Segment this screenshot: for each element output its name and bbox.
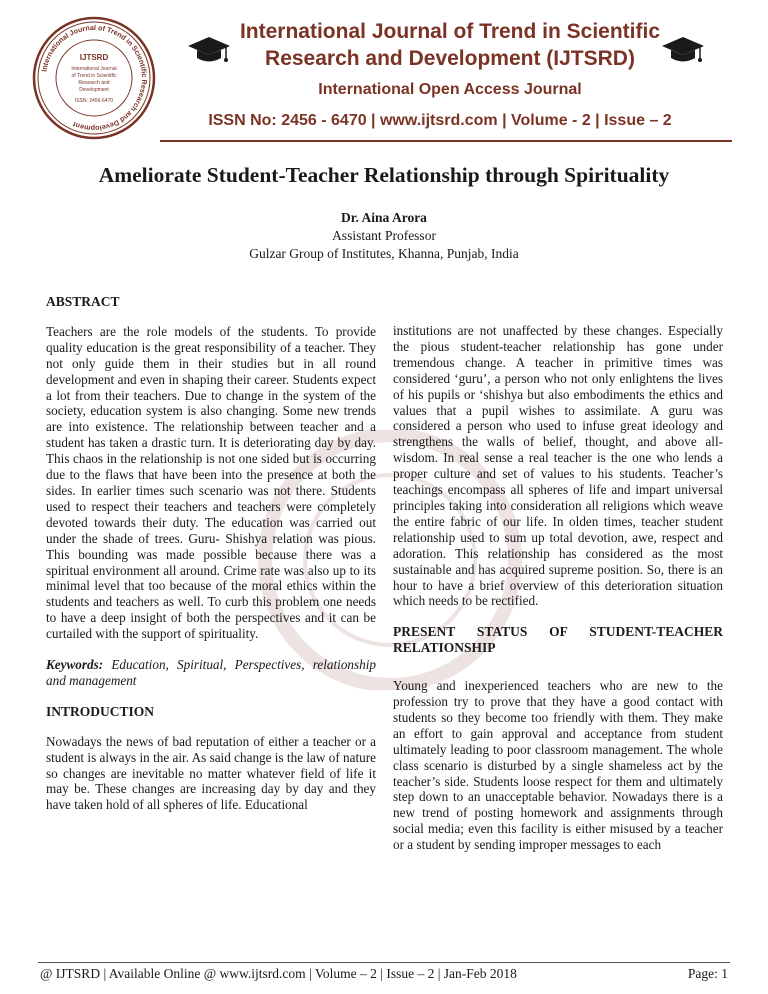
author-affiliation: Gulzar Group of Institutes, Khanna, Punjab, India [249,246,519,261]
issn-line: ISSN No: 2456 - 6470 | www.ijtsrd.com | Volume - 2 | Issue – 2 [208,112,672,129]
keywords-text: Education, Spiritual, Perspectives, relationship and management [46,657,376,688]
logo-issn: ISSN: 2456-6470 [74,98,114,104]
footer-rule [38,962,730,963]
journal-name-line-1: International Journal of Trend in Scientific [239,20,661,43]
abstract-text: Teachers are the role models of the students. To provide quality education is the great responsibility of a teacher. They not only guide them in their studies but in all round development and even in shaping their career. Students expect a lot from their teachers. Due to change in the system of the society, education system is also changing. Some new trends are into existence. The relationship between teacher and a student has taken a drastic turn. It is deteriorating day by day. This chaos in the relationship is not one sided but is occurring due to the flaws that have been into the presence at both the sides. In earlier times such scenario was not there. Students used to respect their teachers and teachers were completely devoted towards their duty. The education was carried out under the shade of trees. Guru- Shishya relation was pious. This bounding was made possible because there was a spiritual environment all around. Crime rate was also up to its minimal level that too because of the moral ethics within the students and teachers as well. To curb this problem one needs to have a deep insight of both the perspectives and it can be curtailed with the support of spirituality. [46,323,376,642]
author-position: Assistant Professor [332,228,436,243]
introduction-heading: INTRODUCTION [46,703,155,719]
journal-subtitle: International Open Access Journal [318,81,582,98]
page-number: Page: 1 [687,966,728,981]
author-name: Dr. Aina Arora [341,210,427,225]
journal-name-line-2: Research and Development (IJTSRD) [265,47,635,70]
header-rule [160,140,732,142]
introduction-text-left: Nowadays the news of bad reputation of either a teacher or a student is always in the air. As said change is the law of nature so changes are inevitable no matter whatever field of life it may be. These changes are increasing day by day and they have taken hold of all spheres of life. Educational [46,733,376,813]
present-status-text: Young and inexperienced teachers who are new to the profession try to prove that they have a good contact with students so they become too friendly with them. They make an effort to gain approval and acceptance from student ultimately leading to poor classroom management. The whole class scenario is disturbed by a single shameless act by the teacher’s side. Students loose respect for them and ultimately step down to an unacceptable behavior. Nowadays there is a new trend of posting homework and assignments through social media; even this facility is either misused by a teacher or a student by sending improper messages to each [393,678,723,853]
present-status-heading: PRESENT STATUS OF STUDENT-TEACHER RELATIONSHIP [393,624,723,656]
logo-center-line-1: IJTSRD [79,53,109,62]
logo-center-line-5: Development [79,87,109,93]
journal-header [0,0,768,148]
left-column [46,294,376,828]
logo-ring-text: International Journal of Trend in Scientific Research and Development [39,22,150,134]
keywords [46,657,376,689]
logo-center-line-4: Research and [78,80,110,86]
introduction-text-right: institutions are not unaffected by these changes. Especially the pious student-teacher relationship has gone under tremendous change. A teacher in primitive times was considered ‘guru’, a person who not only enlightens the lives of his pupils or ‘shishya but also embodiments the ethics and values that a pupil wishes to assimilate. A guru was considered a person who used to infuse great ideology and strengthens the walls of belief, thought, and above all- wisdom. In real sense a real teacher is the one who lends a proper culture and set of values to his students. Teacher’s teachings encompass all spheres of life and impart universal principles taking into consideration all religions which weave the entire fabric of our life. In olden times, teacher student relationship used to sum up total devotion, awe, respect and adoration. This relationship has considered as the most sustainable and has acquired supreme position. So, there is an hour to have a brief overview of this deterioration situation which needs to be rectified. [393,323,723,609]
ijtsrd-logo [32,16,156,140]
logo-center-line-3: of Trend in Scientific [71,73,117,79]
footer-citation: @ IJTSRD | Available Online @ www.ijtsrd.com | Volume – 2 | Issue – 2 | Jan-Feb 2018 [40,966,517,981]
paper-title: Ameliorate Student-Teacher Relationship through Spirituality [98,163,670,187]
abstract-heading: ABSTRACT [46,294,120,309]
logo-center-line-2: International Journal [71,66,117,72]
keywords-label: Keywords: [46,657,104,673]
right-column [393,323,723,868]
